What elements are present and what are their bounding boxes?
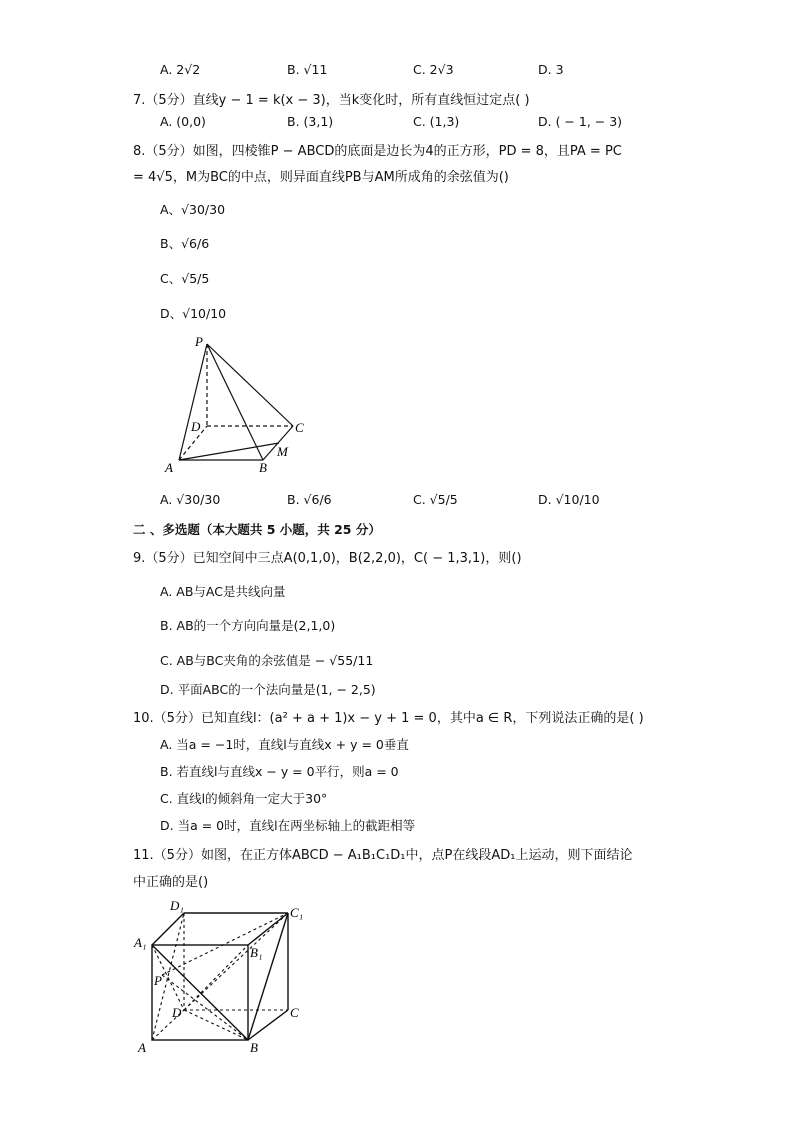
label-a: A — [165, 460, 173, 475]
label-a1: A₁ — [134, 935, 147, 950]
q10-option-d: D. 当a = 0时，直线l在两坐标轴上的截距相等 — [160, 818, 416, 833]
q9-option-a: A. AB与AC是共线向量 — [160, 584, 286, 599]
q9-option-b: B. AB的一个方向向量是(2,1,0) — [160, 618, 336, 633]
q6-option-a: A. 2√2 — [160, 62, 201, 77]
q6-option-c: C. 2√3 — [413, 62, 454, 77]
pyramid-figure — [155, 332, 315, 478]
q11-stem-line1: 11.（5分）如图，在正方体ABCD − A₁B₁C₁D₁中，点P在线段AD₁上运动，则下面结论 — [133, 848, 633, 863]
label-d-cube: D — [172, 1005, 182, 1020]
q6-option-d: D. 3 — [538, 62, 564, 77]
label-b1: B₁ — [250, 945, 263, 960]
label-b: B — [259, 460, 267, 475]
q9-stem: 9.（5分）已知空间中三点A(0,1,0)，B(2,2,0)，C( − 1,3,1)，则() — [133, 551, 522, 566]
q7-stem: 7.（5分）直线y − 1 = k(x − 3)，当k变化时，所有直线恒过定点( ) — [133, 93, 530, 108]
q10-stem: 10.（5分）已知直线l：(a² + a + 1)x − y + 1 = 0，其中a ∈ R，下列说法正确的是( ) — [133, 711, 644, 726]
q6-option-b: B. √11 — [287, 62, 328, 77]
q8-option-a: A、√30/30 — [160, 202, 226, 217]
q10-option-b: B. 若直线l与直线x − y = 0平行，则a = 0 — [160, 764, 399, 779]
q7-option-c: C. (1,3) — [413, 114, 460, 129]
q8-option-b: B、√6/6 — [160, 236, 210, 251]
label-d1: D₁ — [170, 898, 184, 913]
q8-row-option-c: C. √5/5 — [413, 492, 458, 507]
q8-stem-line2: = 4√5，M为BC的中点，则异面直线PB与AM所成角的余弦值为() — [133, 170, 509, 185]
label-c-cube: C — [290, 1005, 299, 1020]
cube-figure — [132, 895, 312, 1057]
label-m: M — [277, 444, 288, 459]
label-p: P — [195, 334, 203, 349]
q11-stem-line2: 中正确的是() — [133, 875, 209, 890]
q8-option-d: D、√10/10 — [160, 306, 227, 321]
q8-stem-line1: 8.（5分）如图，四棱锥P − ABCD的底面是边长为4的正方形，PD = 8，且PA = PC — [133, 144, 622, 159]
label-a-cube: A — [138, 1040, 146, 1055]
q8-option-c: C、√5/5 — [160, 271, 210, 286]
q8-row-option-b: B. √6/6 — [287, 492, 332, 507]
label-c: C — [295, 420, 304, 435]
q9-option-c: C. AB与BC夹角的余弦值是 − √55/11 — [160, 653, 374, 668]
q7-option-b: B. (3,1) — [287, 114, 334, 129]
q10-option-a: A. 当a = −1时，直线l与直线x + y = 0垂直 — [160, 737, 409, 752]
q7-option-a: A. (0,0) — [160, 114, 206, 129]
label-d: D — [191, 419, 201, 434]
label-p-cube: P — [154, 973, 162, 988]
q8-row-option-a: A. √30/30 — [160, 492, 221, 507]
label-c1: C₁ — [290, 905, 304, 920]
q8-row-option-d: D. √10/10 — [538, 492, 600, 507]
q9-option-d: D. 平面ABC的一个法向量是(1, − 2,5) — [160, 682, 376, 697]
q10-option-c: C. 直线l的倾斜角一定大于30° — [160, 791, 328, 806]
section-2-title: 二 、多选题（本大题共 5 小题，共 25 分） — [133, 522, 381, 537]
label-b-cube: B — [250, 1040, 258, 1055]
q7-option-d: D. ( − 1, − 3) — [538, 114, 623, 129]
